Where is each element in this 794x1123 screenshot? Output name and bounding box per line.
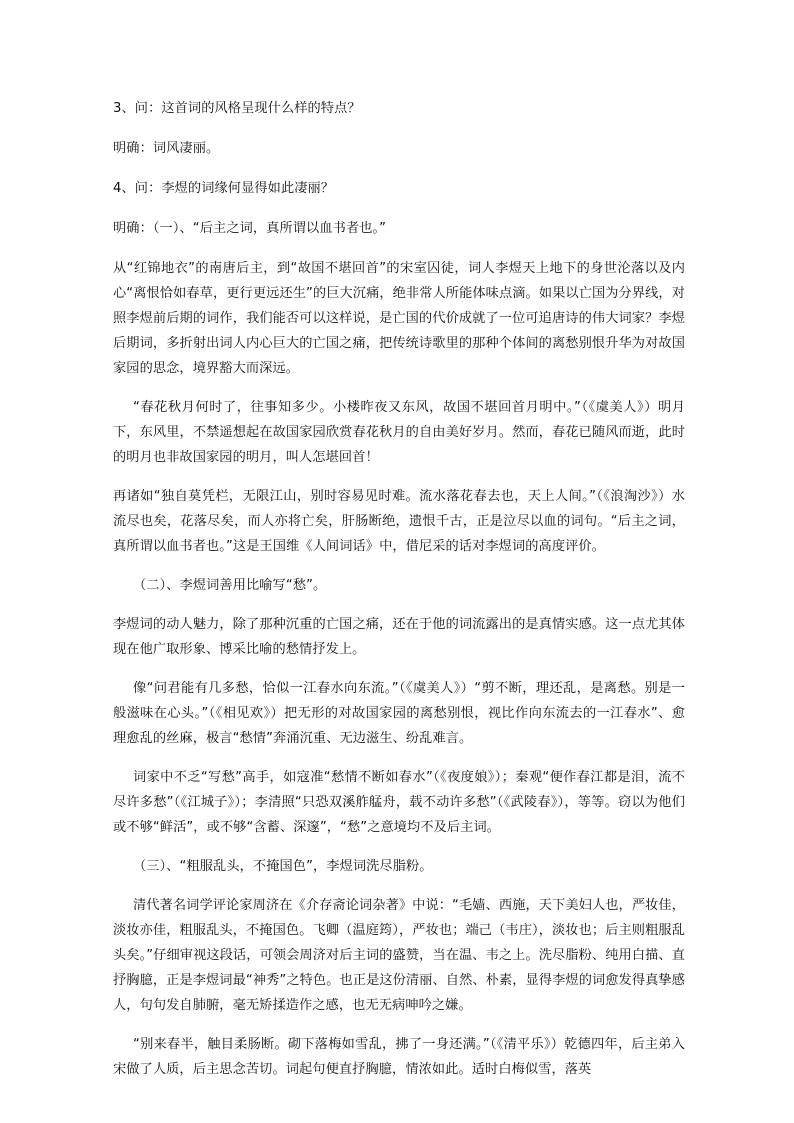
body-paragraph: “别来春半，触目柔肠断。砌下落梅如雪乱，拂了一身还满。”（《清平乐》）乾德四年，后主弟入宋做了人质，后主思念苦切。词起句便直抒胸臆，情浓如此。适时白梅似雪，落英 [113,1037,685,1077]
body-paragraph: 李煜词的动人魅力，除了那种沉重的亡国之痛，还在于他的词流露出的是真情实感。这一点尤其体现在他广取形象、博采比喻的愁情抒发上。 [113,617,685,657]
question-3: 3、问：这首词的风格呈现什么样的特点？ [113,101,361,116]
body-paragraph: 像“问君能有几多愁，恰似一江春水向东流。”（《虞美人》）“剪不断，理还乱，是离愁。别是一般滋味在心头。”（《相见欢》）把无形的对故国家园的离愁别恨，视比作向东流去的一江春水”、愈理愈乱的丝麻，极言“愁情”奔涌沉重、无边滋生、纷乱难言。 [113,681,685,746]
answer-3: 明确：词风凄丽。 [113,141,220,156]
body-paragraph: 词家中不乏“写愁”高手，如寇准“愁情不断如春水”（《夜度娘》）；秦观“便作春江都是泪，流不尽许多愁”（《江城子》）；李清照“只恐双溪舴艋舟，载不动许多愁”（《武陵春》），等等。窃以为他们或不够“鲜活”，或不够“含蓄、深邃”，“愁”之意境均不及后主词。 [113,770,685,835]
document-page [113,96,685,1096]
body-paragraph: “春花秋月何时了，往事知多少。小楼昨夜又东风，故国不堪回首月明中。”（《虞美人》）明月下，东风里，不禁遥想起在故国家园欣赏春花秋月的自由美好岁月。然而，春花已随风而逝，此时的明月也非故国家园的明月，叫人怎堪回首！ [113,400,685,465]
body-paragraph: 清代著名词学评论家周济在《介存斋论词杂著》中说：“毛嫱、西施，天下美妇人也，严妆佳，淡妆亦佳，粗服乱头，不掩国色。飞卿（温庭筠），严妆也；端己（韦庄），淡妆也；后主则粗服乱头矣。”仔细审视这段话，可领会周济对后主词的盛赞，当在温、韦之上。洗尽脂粉、纯用白描、直抒胸臆，正是李煜词最“神秀”之特色。也正是这份清丽、自然、朴素，显得李煜的词愈发得真挚感人，句句发自肺腑，毫无矫揉造作之感，也无无病呻吟之嫌。 [113,898,685,1013]
answer-4-heading-1: 明确：（一）、“后主之词，真所谓以血书者也。” [113,221,387,236]
body-paragraph: 从“红锦地衣”的南唐后主，到“故国不堪回首”的宋室囚徒，词人李煜天上地下的身世沦落以及内心“离恨恰如春草，更行更远还生”的巨大沉痛，绝非常人所能体味点滴。如果以亡国为分界线，对照李煜前后期的词作，我们能否可以这样说，是亡国的代价成就了一位可追唐诗的伟大词家？李煜后期词，多折射出词人内心巨大的亡国之痛，把传统诗歌里的那种个体间的离愁别恨升华为对故国家园的思念，境界豁大而深远。 [113,261,685,376]
section-heading-2: （二）、李煜词善用比喻写“愁”。 [133,578,327,593]
section-heading-3: （三）、“粗服乱头，不掩国色”，李煜词洗尽脂粉。 [133,859,433,874]
body-paragraph: 再诸如“独自莫凭栏，无限江山，别时容易见时难。流水落花春去也，天上人间。”（《浪淘沙》）水流尽也矣，花落尽矣，而人亦将亡矣，肝肠断绝，遗恨千古，正是泣尽以血的词句。“后主之词，真所谓以血书者也。”这是王国维《人间词话》中，借尼采的话对李煜词的高度评价。 [113,489,685,554]
question-4: 4、问：李煜的词缘何显得如此凄丽？ [113,181,335,196]
